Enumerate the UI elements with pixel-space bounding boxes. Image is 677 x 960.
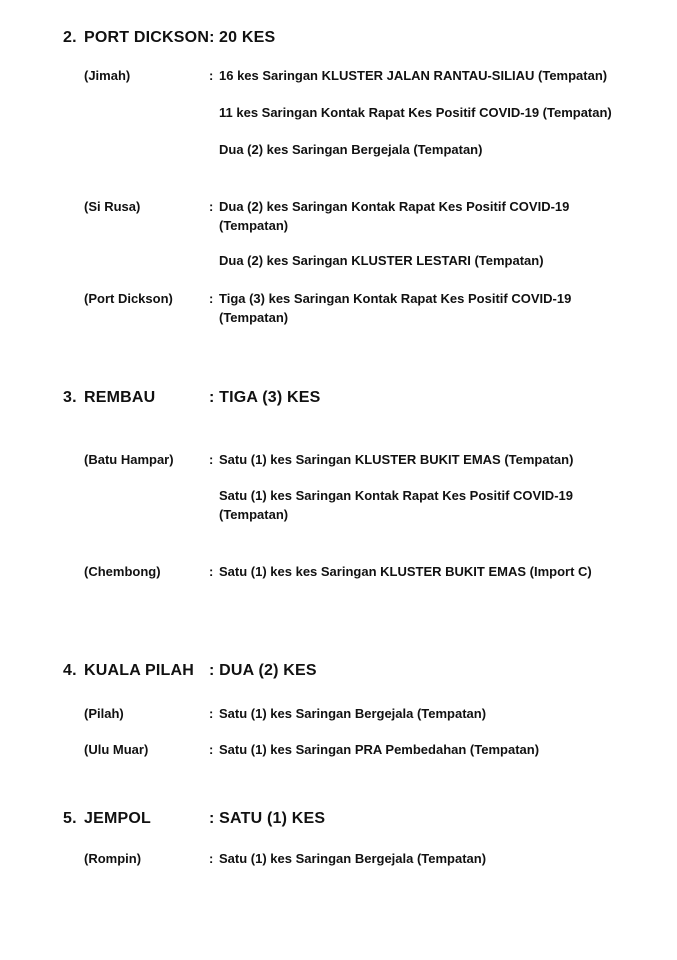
section-district: PORT DICKSON: xyxy=(84,29,215,46)
colon: : xyxy=(209,68,214,83)
case-entry-text: Satu (1) kes Saringan PRA Pembedahan (Tempatan) xyxy=(219,742,540,757)
colon: : xyxy=(209,742,214,757)
location-label: (Port Dickson) xyxy=(84,291,173,306)
case-entry-text: 16 kes Saringan KLUSTER JALAN RANTAU-SILIAU (Tempatan) xyxy=(219,68,608,83)
section-total: : DUA (2) KES xyxy=(209,662,317,679)
case-entry-text: Satu (1) kes Saringan KLUSTER BUKIT EMAS (Tempatan) xyxy=(219,452,574,467)
case-entry-text: Satu (1) kes Saringan Bergejala (Tempatan) xyxy=(219,851,487,866)
colon: : xyxy=(209,706,214,721)
colon: : xyxy=(209,199,214,214)
section-number: 4. xyxy=(63,662,77,679)
case-entry xyxy=(209,450,573,470)
case-entry-continuation: (Tempatan) xyxy=(219,310,289,325)
case-entry-text: Satu (1) kes Saringan Bergejala (Tempatan) xyxy=(219,706,487,721)
section-total: : TIGA (3) KES xyxy=(209,389,321,406)
case-entry xyxy=(209,562,592,582)
case-entry-text: Dua (2) kes Saringan Kontak Rapat Kes Positif COVID-19 xyxy=(219,199,570,214)
section-district: JEMPOL xyxy=(84,810,151,827)
section-number: 3. xyxy=(63,389,77,406)
section-district: KUALA PILAH xyxy=(84,662,195,679)
case-entry xyxy=(209,704,486,724)
location-label: (Pilah) xyxy=(84,706,124,721)
section-district: REMBAU xyxy=(84,389,156,406)
colon: : xyxy=(209,291,214,306)
case-entry-text: Tiga (3) kes Saringan Kontak Rapat Kes Positif COVID-19 xyxy=(219,291,572,306)
colon: : xyxy=(209,564,214,579)
colon: : xyxy=(209,452,214,467)
case-entry-continuation: (Tempatan) xyxy=(219,218,289,233)
location-label: (Jimah) xyxy=(84,68,131,83)
case-entry xyxy=(209,849,486,869)
section-total: 20 KES xyxy=(219,29,276,46)
case-entry-continuation: (Tempatan) xyxy=(219,507,289,522)
case-entry: Dua (2) kes Saringan KLUSTER LESTARI (Tempatan) xyxy=(219,253,544,268)
case-entry-text: Satu (1) kes kes Saringan KLUSTER BUKIT EMAS (Import C) xyxy=(219,564,592,579)
section-number: 5. xyxy=(63,810,77,827)
location-label: (Ulu Muar) xyxy=(84,742,149,757)
colon: : xyxy=(209,851,214,866)
location-label: (Chembong) xyxy=(84,564,161,579)
case-entry: Dua (2) kes Saringan Bergejala (Tempatan) xyxy=(219,142,483,157)
location-label: (Rompin) xyxy=(84,851,142,866)
case-entry xyxy=(209,289,571,309)
location-label: (Si Rusa) xyxy=(84,199,141,214)
case-entry: 11 kes Saringan Kontak Rapat Kes Positif COVID-19 (Tempatan) xyxy=(219,105,612,120)
case-entry: Satu (1) kes Saringan Kontak Rapat Kes Positif COVID-19 xyxy=(219,488,573,503)
case-entry xyxy=(209,740,539,760)
case-entry xyxy=(209,66,607,86)
section-total: : SATU (1) KES xyxy=(209,810,326,827)
location-label: (Batu Hampar) xyxy=(84,452,174,467)
section-number: 2. xyxy=(63,29,77,46)
case-entry xyxy=(209,197,569,217)
